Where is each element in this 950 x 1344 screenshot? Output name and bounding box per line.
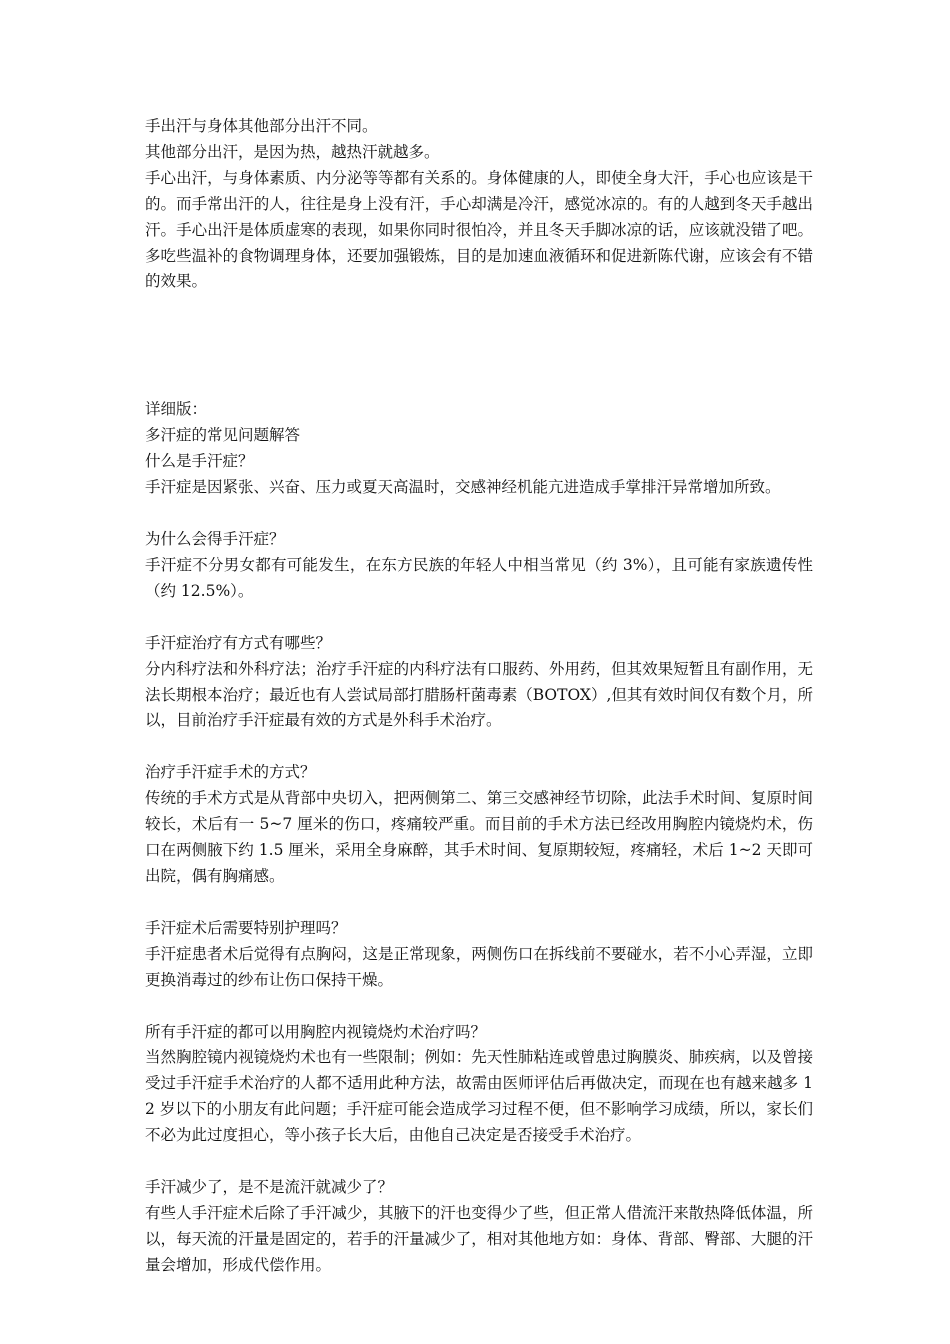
spacer: [145, 1149, 813, 1175]
detail-label: 详细版：: [145, 400, 208, 419]
spacer: [145, 734, 813, 760]
spacer: [145, 890, 813, 916]
intro-line-1: 手出汗与身体其他部分出汗不同。: [145, 117, 378, 135]
question-6: 所有手汗症的都可以用胸腔内视镜烧灼术治疗吗？: [145, 1022, 487, 1041]
answer-4: 传统的手术方式是从背部中央切入，把两侧第二、第三交感神经节切除，此法手术时间、复原时间较长，术后有一 5~7 厘米的伤口，疼痛较严重。而目前的手术方法已经改用胸腔内镜烧灼术，伤口在两侧腋下约 1.5 厘米，采用全身麻醉，其手术时间、复原期较短，疼痛轻，术后 1~2 天即可出院，偶有胸痛感。: [145, 789, 813, 885]
answer-6: 当然胸腔镜内视镜烧灼术也有一些限制；例如：先天性肺粘连或曾患过胸膜炎、肺疾病，以及曾接受过手汗症手术治疗的人都不适用此种方法，故需由医师评估后再做决定，而现在也有越来越多 12 岁以下的小朋友有此问题；手汗症可能会造成学习过程不便，但不影响学习成绩，所以，家长们不必为此过度担心，等小孩子长大后，由他自己决定是否接受手术治疗。: [145, 1048, 813, 1145]
intro-line-2: 其他部分出汗，是因为热，越热汗就越多。: [145, 142, 440, 161]
spacer: [145, 605, 813, 631]
answer-7: 有些人手汗症术后除了手汗减少，其腋下的汗也变得少了些，但正常人借流汗来散热降低体温，所以，每天流的汗量是固定的，若手的汗量减少了，相对其他地方如：身体、背部、臀部、大腿的汗量会增加，形成代偿作用。: [145, 1204, 813, 1274]
question-7: 手汗减少了，是不是流汗就减少了？: [145, 1178, 394, 1197]
question-3: 手汗症治疗有方式有哪些？: [145, 633, 332, 652]
answer-2: 手汗症不分男女都有可能发生，在东方民族的年轻人中相当常见（约 3%），且可能有家族遗传性（约 12.5%）。: [145, 555, 813, 600]
section-spacer: [145, 295, 813, 397]
detail-title: 多汗症的常见问题解答: [145, 426, 301, 445]
intro-paragraph: 手心出汗，与身体素质、内分泌等等都有关系的。身体健康的人，即使全身大汗，手心也应该是干的。而手常出汗的人，往往是身上没有汗，手心却满是冷汗，感觉冰凉的。有的人越到冬天手越出汗。手心出汗是体质虚寒的表现，如果你同时很怕冷，并且冬天手脚冰凉的话，应该就没错了吧。多吃些温补的食物调理身体，还要加强锻炼，目的是加速血液循环和促进新陈代谢，应该会有不错的效果。: [145, 168, 813, 291]
answer-1: 手汗症是因紧张、兴奋、压力或夏天高温时，交感神经机能亢进造成手掌排汗异常增加所致。: [145, 478, 781, 497]
answer-5: 手汗症患者术后觉得有点胸闷，这是正常现象，两侧伤口在拆线前不要碰水，若不小心弄湿，立即更换消毒过的纱布让伤口保持干燥。: [145, 944, 813, 989]
spacer: [145, 501, 813, 527]
question-1: 什么是手汗症？: [145, 452, 254, 471]
document-page: [145, 114, 813, 1279]
spacer: [145, 994, 813, 1020]
question-4: 治疗手汗症手术的方式？: [145, 763, 316, 782]
answer-3: 分内科疗法和外科疗法；治疗手汗症的内科疗法有口服药、外用药，但其效果短暂且有副作用，无法长期根本治疗；最近也有人尝试局部打腊肠杆菌毒素（BOTOX）,但其有效时间仅有数个月，所以，目前治疗手汗症最有效的方式是外科手术治疗。: [145, 659, 813, 730]
question-5: 手汗症术后需要特别护理吗？: [145, 918, 347, 937]
question-2: 为什么会得手汗症？: [145, 529, 285, 548]
